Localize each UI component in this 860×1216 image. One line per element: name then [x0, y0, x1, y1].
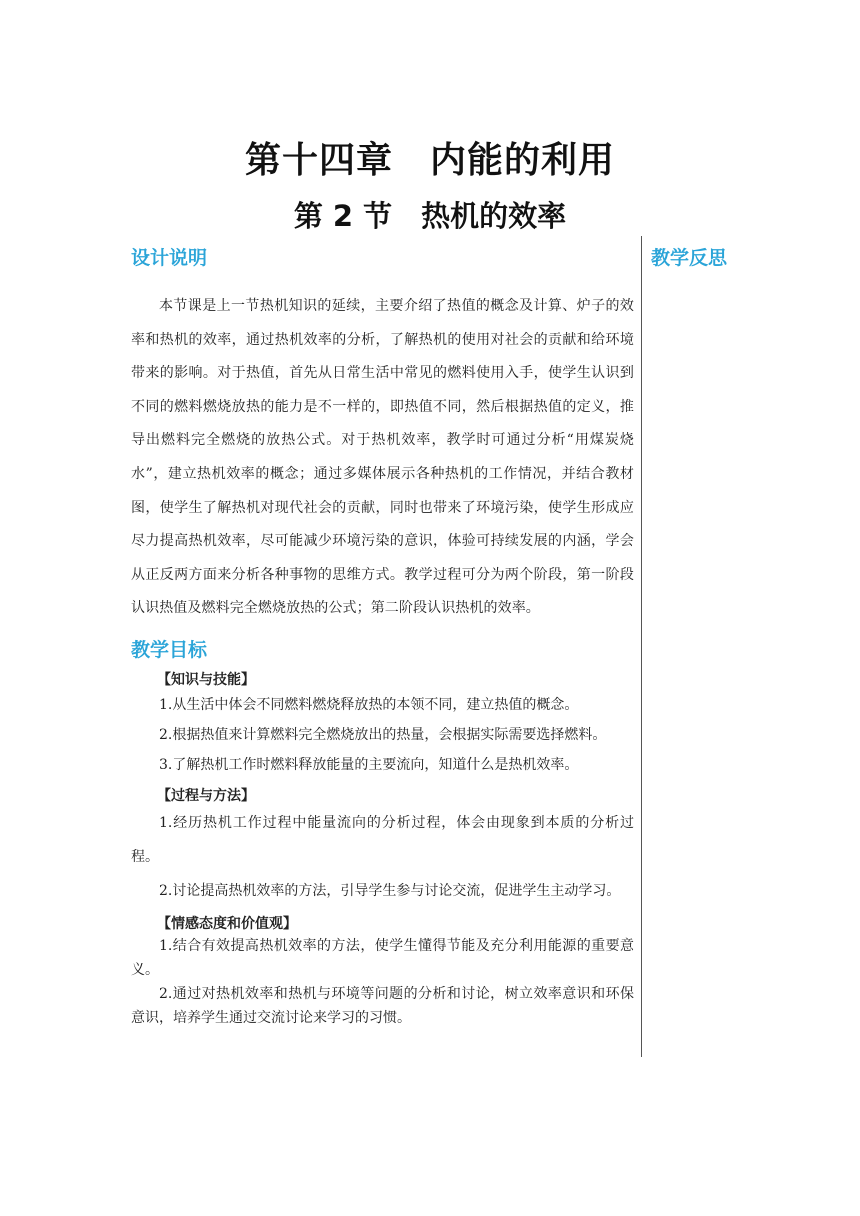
goal-group-title: 【过程与方法】 [157, 787, 255, 804]
design-heading: 设计说明 [131, 247, 208, 269]
goal-item: 3.了解热机工作时燃料释放能量的主要流向，知道什么是热机效率。 [159, 756, 579, 773]
chapter-title: 第十四章 内能的利用 [244, 140, 615, 181]
goal-group-process [131, 786, 634, 908]
section-title: 第 2 节 热机的效率 [293, 199, 567, 233]
goal-group-attitude [131, 914, 634, 1030]
goal-item: 2.根据热值来计算燃料完全燃烧放出的热量，会根据实际需要选择燃料。 [159, 726, 607, 743]
goal-item: 2.讨论提高热机效率的方法，引导学生参与讨论交流，促进学生主动学习。 [159, 882, 621, 899]
goals-heading: 教学目标 [131, 638, 208, 661]
side-column [651, 244, 831, 272]
design-text: 本节课是上一节热机知识的延续，主要介绍了热值的概念及计算、炉子的效率和热机的效率，通过热机效率的分析，了解热机的使用对社会的贡献和给环境带来的影响。对于热值，首先从日常生活中常见的燃料使用入手，使学生认识到不同的燃料燃烧放热的能力是不一样的，即热值不同，然后根据热值的定义，推导出燃料完全燃烧的放热公式。对于热机效率，教学时可通过分析“用煤炭烧水”，建立热机效率的概念；通过多媒体展示各种热机的工作情况，并结合教材图，使学生了解热机对现代社会的贡献，同时也带来了环境污染，使学生形成应尽力提高热机效率，尽可能减少环境污染的意识，体验可持续发展的内涵，学会从正反两方面来分析各种事物的思维方式。教学过程可分为两个阶段，第一阶段认识热值及燃料完全燃烧放热的公式；第二阶段认识热机的效率。 [131, 298, 634, 617]
main-column [131, 244, 634, 1030]
goal-item: 2.通过对热机效率和热机与环境等问题的分析和讨论，树立效率意识和环保意识，培养学生通过交流讨论来学习的习惯。 [131, 985, 634, 1026]
goal-item: 1.结合有效提高热机效率的方法，使学生懂得节能及充分利用能源的重要意义。 [131, 937, 634, 978]
goal-item: 1.从生活中体会不同燃料燃烧释放热的本领不同，建立热值的概念。 [159, 696, 579, 713]
column-divider [641, 236, 642, 1057]
goal-group-knowledge [131, 670, 634, 780]
goal-item: 1.经历热机工作过程中能量流向的分析过程，体会由现象到本质的分析过程。 [131, 814, 634, 865]
reflection-heading: 教学反思 [651, 247, 728, 269]
goal-group-title: 【情感态度和价值观】 [157, 915, 297, 932]
goal-group-title: 【知识与技能】 [157, 671, 255, 688]
